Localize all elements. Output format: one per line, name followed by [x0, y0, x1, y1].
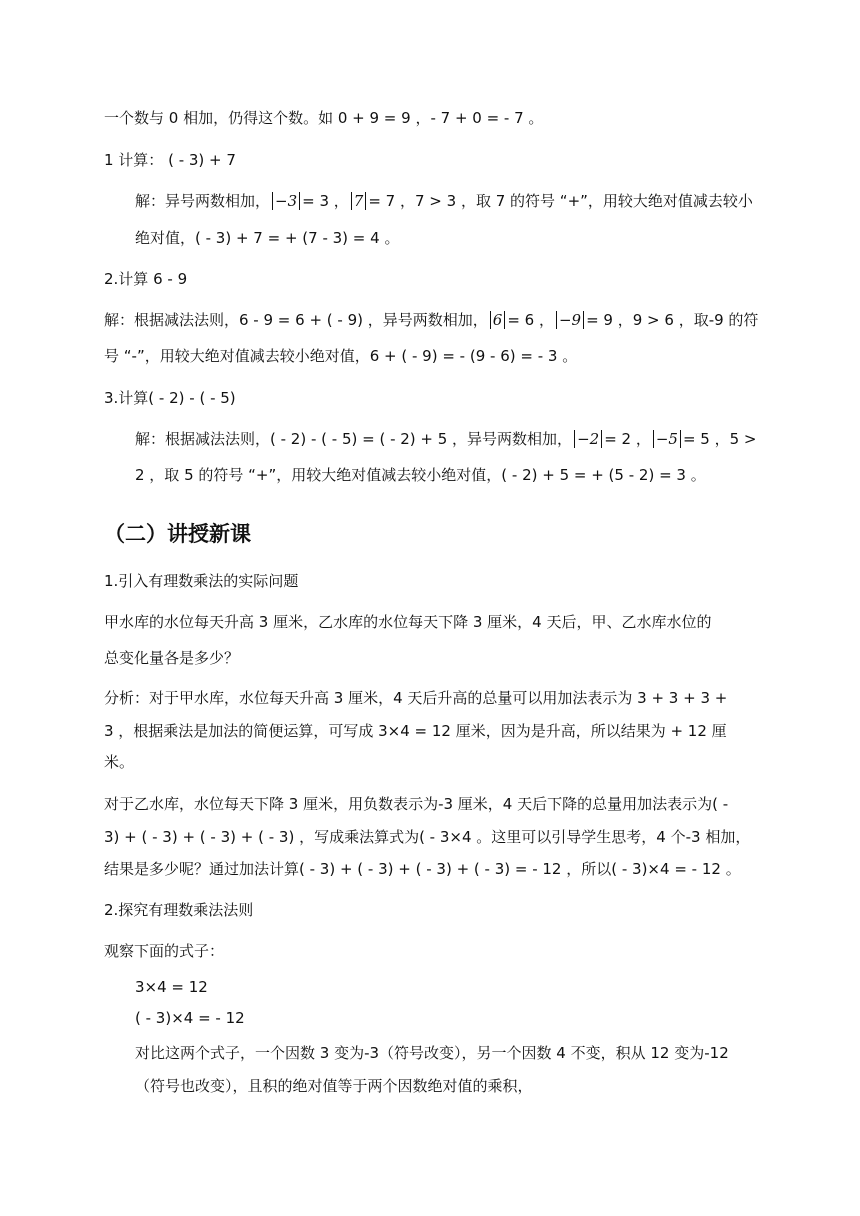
example-1-solution-line-2: 绝对值，( - 3) + 7 = + (7 - 3) = 4 。: [135, 229, 400, 247]
subsection-1-title: 1.引入有理数乘法的实际问题: [104, 572, 299, 590]
intro-sentence: 一个数与 0 相加，仍得这个数。如 0 + 9 = 9 ，- 7 + 0 = - 7 。: [104, 109, 544, 127]
analysis-line-3: 米。: [104, 753, 135, 771]
absolute-value: −5: [653, 430, 681, 448]
example-1-title: 1 计算： ( - 3) + 7: [104, 151, 236, 169]
observe-text: 观察下面的式子：: [104, 942, 225, 960]
example-3-solution-line-1: 解：根据减法法则，( - 2) - ( - 5) = ( - 2) + 5 ，异号两数相加， −2 = 2 ， −5 = 5 ，5 >: [135, 430, 757, 448]
absolute-value: −2: [574, 430, 602, 448]
equation-1: 3×4 = 12: [135, 978, 208, 996]
absolute-value: −9: [556, 311, 584, 329]
example-3-solution-line-2: 2 ，取 5 的符号 “+”，用较大绝对值减去较小绝对值，( - 2) + 5 = + (5 - 2) = 3 。: [135, 466, 706, 484]
example-2-title: 2.计算 6 - 9: [104, 270, 188, 288]
analysis-line-2: 3 ，根据乘法是加法的简便运算，可写成 3×4 = 12 厘米，因为是升高，所以结果为 + 12 厘: [104, 722, 727, 740]
reservoir-b-line-1: 对于乙水库，水位每天下降 3 厘米，用负数表示为-3 厘米，4 天后下降的总量用加法表示为( -: [104, 795, 729, 813]
analysis-line-1: 分析：对于甲水库，水位每天升高 3 厘米，4 天后升高的总量可以用加法表示为 3 + 3 + 3 +: [104, 689, 728, 707]
absolute-value: −3: [272, 192, 300, 210]
problem-line-1: 甲水库的水位每天升高 3 厘米，乙水库的水位每天下降 3 厘米，4 天后，甲、乙水库水位的: [104, 613, 712, 631]
example-3-title: 3.计算( - 2) - ( - 5): [104, 389, 236, 407]
section-heading: （二）讲授新课: [104, 522, 251, 546]
example-2-solution-line-1: 解：根据减法法则，6 - 9 = 6 + ( - 9) ，异号两数相加， 6 = 6 ， −9 = 9 ，9 > 6 ，取-9 的符: [104, 311, 759, 329]
comparison-line-1: 对比这两个式子，一个因数 3 变为-3（符号改变），另一个因数 4 不变，积从 12 变为-12: [135, 1044, 729, 1062]
subsection-2-title: 2.探究有理数乘法法则: [104, 901, 254, 919]
reservoir-b-line-3: 结果是多少呢？通过加法计算( - 3) + ( - 3) + ( - 3) + ( - 3) = - 12 ，所以( - 3)×4 = - 12 。: [104, 860, 741, 878]
example-1-solution-line-1: 解：异号两数相加， −3 = 3 ， 7 = 7 ，7 > 3 ，取 7 的符号 “+”，用较大绝对值减去较小: [135, 192, 753, 210]
equation-2: ( - 3)×4 = - 12: [135, 1009, 245, 1027]
example-2-solution-line-2: 号 “-”，用较大绝对值减去较小绝对值，6 + ( - 9) = - (9 - 6) = - 3 。: [104, 347, 578, 365]
problem-line-2: 总变化量各是多少？: [104, 649, 240, 667]
reservoir-b-line-2: 3) + ( - 3) + ( - 3) + ( - 3) ，写成乘法算式为( - 3×4 。这里可以引导学生思考，4 个-3 相加，: [104, 828, 751, 846]
comparison-line-2: （符号也改变），且积的绝对值等于两个因数绝对值的乘积，: [135, 1077, 533, 1095]
absolute-value: 7: [351, 192, 367, 210]
absolute-value: 6: [490, 311, 506, 329]
